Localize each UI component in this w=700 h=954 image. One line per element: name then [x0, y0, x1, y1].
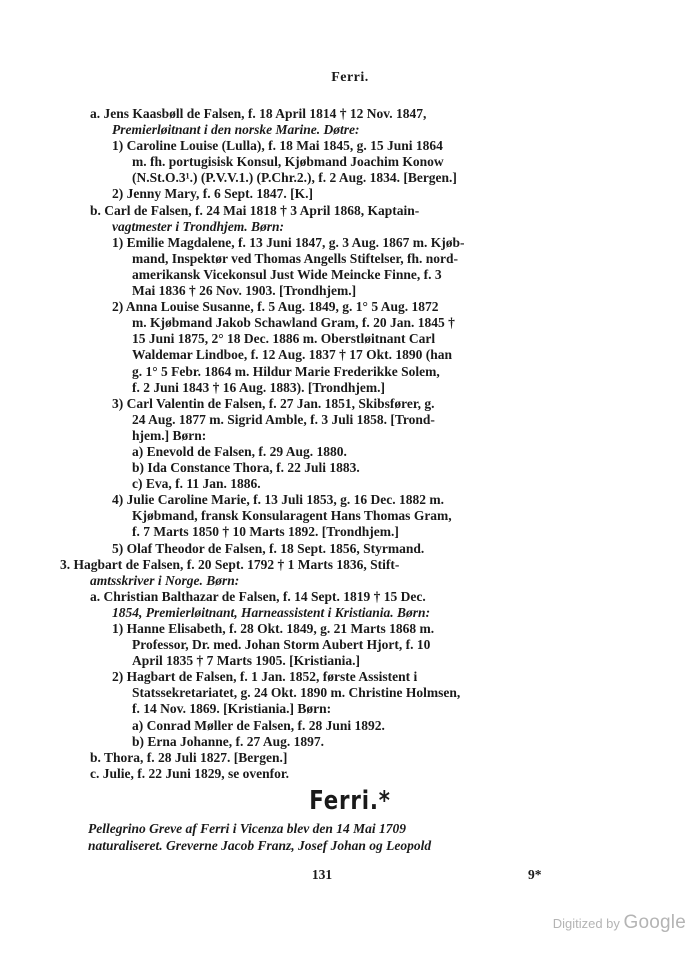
digitized-by-watermark	[553, 912, 686, 934]
text-line: 15 Juni 1875, 2° 18 Dec. 1886 m. Oberstløitnant Carl	[132, 331, 436, 347]
text-line: (N.St.O.3¹.) (P.V.V.1.) (P.Chr.2.), f. 2 Aug. 1834. [Bergen.]	[132, 170, 457, 186]
text-line: Professor, Dr. med. Johan Storm Aubert Hjort, f. 10	[132, 637, 431, 653]
intro-line: Pellegrino Greve af Ferri i Vicenza blev den 14 Mai 1709	[88, 821, 406, 836]
text-line: f. 14 Nov. 1869. [Kristiania.] Børn:	[132, 701, 332, 717]
page-number: 131	[311, 867, 333, 882]
text-line: 1) Emilie Magdalene, f. 13 Juni 1847, g. 3 Aug. 1867 m. Kjøb-	[112, 234, 465, 250]
text-line: f. 2 Juni 1843 † 16 Aug. 1883). [Trondhjem.]	[132, 379, 386, 395]
text-line: 3) Carl Valentin de Falsen, f. 27 Jan. 1851, Skibsfører, g.	[112, 395, 435, 411]
text-line: April 1835 † 7 Marts 1905. [Kristiania.]	[132, 653, 360, 669]
text-line: 4) Julie Caroline Marie, f. 13 Juli 1853, g. 16 Dec. 1882 m.	[112, 492, 444, 508]
text-line: a) Conrad Møller de Falsen, f. 28 Juni 1892.	[132, 717, 385, 733]
text-line: Premierløitnant i den norske Marine. Døtre:	[112, 122, 360, 138]
signature-mark: 9*	[528, 867, 542, 882]
text-line: a. Jens Kaasbøll de Falsen, f. 18 April 1814 † 12 Nov. 1847,	[90, 106, 427, 121]
text-line: hjem.] Børn:	[132, 427, 207, 443]
text-line: a. Christian Balthazar de Falsen, f. 14 Sept. 1819 † 15 Dec.	[90, 588, 426, 604]
text-line: Kjøbmand, fransk Konsularagent Hans Thomas Gram,	[132, 508, 452, 524]
text-line: 1854, Premierløitnant, Harneassistent i Kristiania. Børn:	[112, 604, 431, 620]
text-line: 2) Anna Louise Susanne, f. 5 Aug. 1849, g. 1° 5 Aug. 1872	[112, 299, 439, 315]
text-line: Waldemar Lindboe, f. 12 Aug. 1837 † 17 Okt. 1890 (han	[132, 347, 453, 363]
text-line: 24 Aug. 1877 m. Sigrid Amble, f. 3 Juli 1858. [Trond-	[132, 411, 435, 427]
text-line: b) Ida Constance Thora, f. 22 Juli 1883.	[132, 460, 360, 476]
text-line: m. Kjøbmand Jakob Schawland Gram, f. 20 Jan. 1845 †	[132, 315, 455, 331]
text-line: f. 7 Marts 1850 † 10 Marts 1892. [Trondhjem.]	[132, 524, 399, 540]
text-line: g. 1° 5 Febr. 1864 m. Hildur Marie Frederikke Solem,	[132, 363, 440, 379]
text-line: 2) Jenny Mary, f. 6 Sept. 1847. [K.]	[112, 186, 313, 202]
text-line: 5) Olaf Theodor de Falsen, f. 18 Sept. 1856, Styrmand.	[112, 540, 425, 556]
text-line: vagtmester i Trondhjem. Børn:	[112, 218, 285, 234]
text-line: b. Thora, f. 28 Juli 1827. [Bergen.]	[90, 749, 288, 765]
text-line: amtsskriver i Norge. Børn:	[90, 572, 240, 588]
text-line: amerikansk Vicekonsul Just Wide Meincke Finne, f. 3	[132, 266, 442, 282]
text-line: a) Enevold de Falsen, f. 29 Aug. 1880.	[132, 443, 347, 459]
google-logo: Google	[623, 912, 686, 933]
section-title: Ferri.*	[309, 786, 391, 816]
section-intro	[88, 820, 600, 854]
text-line: c) Eva, f. 11 Jan. 1886.	[132, 476, 261, 492]
text-line: Statssekretariatet, g. 24 Okt. 1890 m. Christine Holmsen,	[132, 685, 461, 701]
text-line: 2) Hagbart de Falsen, f. 1 Jan. 1852, første Assistent i	[112, 669, 418, 685]
text-line: 1) Hanne Elisabeth, f. 28 Okt. 1849, g. 21 Marts 1868 m.	[112, 621, 435, 636]
text-line: b. Carl de Falsen, f. 24 Mai 1818 † 3 April 1868, Kaptain-	[90, 202, 420, 218]
text-line: 3. Hagbart de Falsen, f. 20 Sept. 1792 † 1 Marts 1836, Stift-	[60, 556, 400, 572]
text-line: m. fh. portugisisk Konsul, Kjøbmand Joachim Konow	[132, 154, 444, 170]
text-line: c. Julie, f. 22 Juni 1829, se ovenfor.	[90, 765, 289, 781]
text-line: Mai 1836 † 26 Nov. 1903. [Trondhjem.]	[132, 283, 357, 299]
text-line: mand, Inspektør ved Thomas Angells Stiftelser, fh. nord-	[132, 250, 459, 266]
watermark-prefix: Digitized by	[552, 916, 624, 931]
genealogy-text	[60, 106, 588, 782]
text-line: b) Erna Johanne, f. 27 Aug. 1897.	[132, 733, 325, 749]
running-title: Ferri.	[331, 70, 369, 85]
intro-line: naturaliseret. Greverne Jacob Franz, Josef Johan og Leopold	[88, 838, 432, 853]
text-line: 1) Caroline Louise (Lulla), f. 18 Mai 1845, g. 15 Juni 1864	[112, 138, 443, 154]
